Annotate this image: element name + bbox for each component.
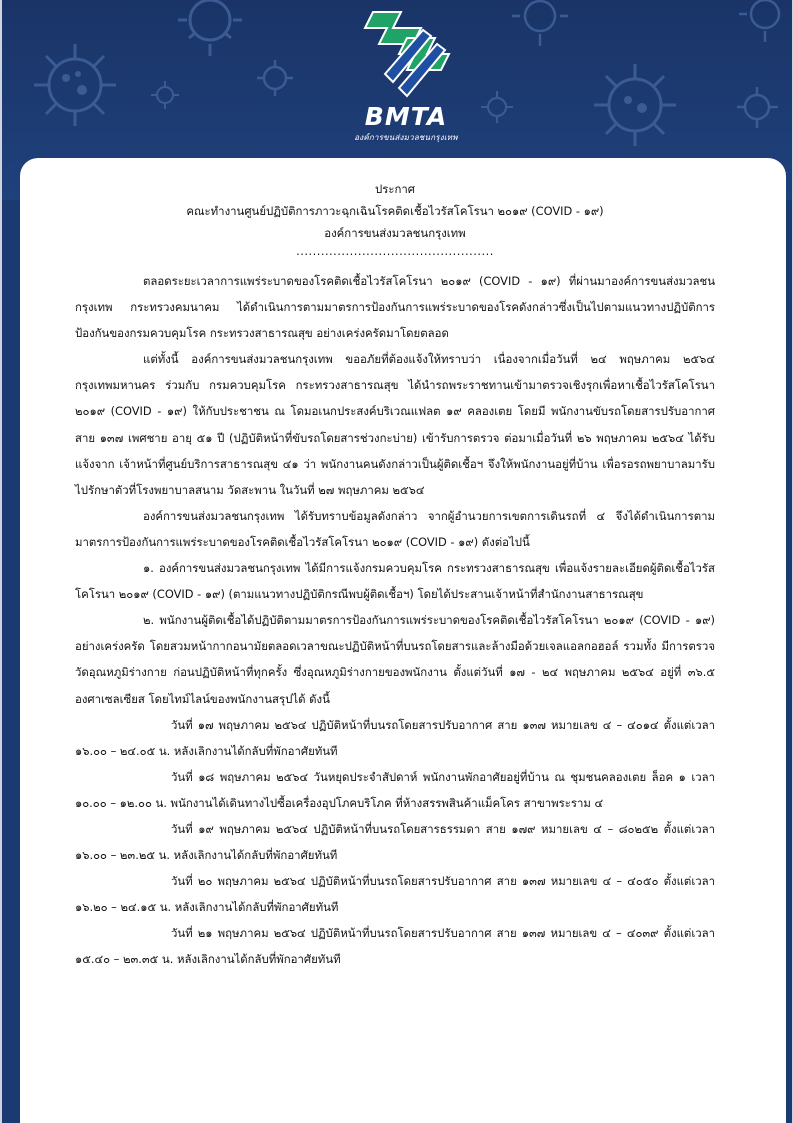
heading-separator: ................................................	[296, 244, 494, 258]
timeline-entry: วันที่ ๑๘ พฤษภาคม ๒๕๖๔ วันหยุดประจำสัปดาห์ พนักงานพักอาศัยอยู่ที่บ้าน ณ ชุมชนคลองเตย ล็อค ๑ เวลา ๑๐.๐๐ – ๑๒.๐๐ น. พนักงานได้เดินทางไปซื้อเครื่องอุปโภคบริโภค ที่ห้างสรรพสินค้าแม็คโคร สาขาพระราม ๔	[75, 769, 715, 810]
heading-line-1: ประกาศ	[375, 182, 415, 196]
list-item-2: ๒. พนักงานผู้ติดเชื้อได้ปฏิบัติตามมาตรการป้องกันการแพร่ระบาดของโรคติดเชื้อไวรัสโคโรนา ๒๐๑๙ (COVID - ๑๙) อย่างเคร่งครัด โดยสวมหน้ากากอนามัยตลอดเวลาขณะปฏิบัติหน้าที่บนรถโดยสารและล้างมือด้วยเจลแอลกอฮอล์ รวมทั้ง มีการตรวจวัดอุณหภูมิร่างกาย ก่อนปฏิบัติหน้าที่ทุกครั้ง ซึ่งอุณหภูมิร่างกายของพนักงาน ตั้งแต่วันที่ ๑๗ - ๒๔ พฤษภาคม ๒๕๖๔ อยู่ที่ ๓๖.๕ องศาเซลเซียส โดยไทม์ไลน์ของพนักงานสรุปได้ ดังนี้	[75, 613, 715, 706]
timeline-entry: วันที่ ๑๗ พฤษภาคม ๒๕๖๔ ปฏิบัติหน้าที่บนรถโดยสารปรับอากาศ สาย ๑๓๗ หมายเลข ๔ – ๔๐๑๔ ตั้งแต่เวลา ๑๖.๐๐ – ๒๔.๐๕ น. หลังเลิกงานได้กลับที่พักอาศัยทันที	[75, 717, 715, 758]
timeline-entry: วันที่ ๒๑ พฤษภาคม ๒๕๖๔ ปฏิบัติหน้าที่บนรถโดยสารปรับอากาศ สาย ๑๓๗ หมายเลข ๔ – ๔๐๓๙ ตั้งแต่เวลา ๑๕.๔๐ – ๒๓.๓๕ น. หลังเลิกงานได้กลับที่พักอาศัยทันที	[75, 926, 715, 967]
list-item-1: ๑. องค์การขนส่งมวลชนกรุงเทพ ได้มีการแจ้งกรมควบคุมโรค กระทรวงสาธารณสุข เพื่อแจ้งรายละเอียดผู้ติดเชื้อไวรัสโคโรนา ๒๐๑๙ (COVID - ๑๙) (ตามแนวทางปฏิบัติกรณีพบผู้ติดเชื้อฯ) โดยได้ประสานเจ้าหน้าที่สำนักงานสาธารณสุข	[75, 561, 715, 602]
paragraph-intro: ตลอดระยะเวลาการแพร่ระบาดของโรคติดเชื้อไวรัสโคโรนา ๒๐๑๙ (COVID - ๑๙) ที่ผ่านมาองค์การขนส่งมวลชนกรุงเทพ กระทรวงคมนาคม ได้ดำเนินการตามมาตรการป้องกันการแพร่ระบาดของโรคดังกล่าวซึ่งเป็นไปตามแนวทางปฏิบัติการป้องกันของกรมควบคุมโรค กระทรวงสาธารณสุข อย่างเคร่งครัดมาโดยตลอด	[75, 274, 715, 341]
paragraph-incident: แต่ทั้งนี้ องค์การขนส่งมวลชนกรุงเทพ ขออภัยที่ต้องแจ้งให้ทราบว่า เนื่องจากเมื่อวันที่ ๒๔ พฤษภาคม ๒๕๖๔ กรุงเทพมหานคร ร่วมกับ กรมควบคุมโรค กระทรวงสาธารณสุข ได้นำรถพระราชทานเข้ามาตรวจเชิงรุกเพื่อหาเชื้อไวรัสโคโรนา ๒๐๑๙ (COVID - ๑๙) ให้กับประชาชน ณ โดมอเนกประสงค์บริเวณแฟลต ๑๙ คลองเตย โดยมี พนักงานขับรถโดยสารปรับอากาศ สาย ๑๓๗ เพศชาย อายุ ๕๑ ปี (ปฏิบัติหน้าที่ขับรถโดยสารช่วงกะบ่าย) เข้ารับการตรวจ ต่อมาเมื่อวันที่ ๒๖ พฤษภาคม ๒๕๖๔ ได้รับแจ้งจาก เจ้าหน้าที่ศูนย์บริการสาธารณสุข ๔๑ ว่า พนักงานคนดังกล่าวเป็นผู้ติดเชื้อฯ จึงให้พนักงานอยู่ที่บ้าน เพื่อรอรถพยาบาลมารับไปรักษาตัวที่โรงพยาบาลสนาม วัดสะพาน ในวันที่ ๒๗ พฤษภาคม ๒๕๖๔	[75, 352, 715, 497]
logo-subtitle: องค์การขนส่งมวลชนกรุงเทพ	[354, 133, 458, 142]
logo-wordmark: BMTA	[364, 102, 448, 131]
timeline-entry: วันที่ ๒๐ พฤษภาคม ๒๕๖๔ ปฏิบัติหน้าที่บนรถโดยสารปรับอากาศ สาย ๑๓๗ หมายเลข ๔ – ๔๐๕๐ ตั้งแต่เวลา ๑๖.๒๐ – ๒๔.๑๕ น. หลังเลิกงานได้กลับที่พักอาศัยทันที	[75, 874, 715, 915]
heading-line-3: องค์การขนส่งมวลชนกรุงเทพ	[324, 226, 466, 240]
timeline-entry: วันที่ ๑๙ พฤษภาคม ๒๕๖๔ ปฏิบัติหน้าที่บนรถโดยสารธรรมดา สาย ๑๗๙ หมายเลข ๔ – ๘๐๒๕๒ ตั้งแต่เวลา ๑๖.๐๐ – ๒๓.๒๕ น. หลังเลิกงานได้กลับที่พักอาศัยทันที	[75, 821, 715, 863]
heading-line-2: คณะทำงานศูนย์ปฏิบัติการภาวะฉุกเฉินโรคติดเชื้อไวรัสโคโรนา ๒๐๑๙ (COVID - ๑๙)	[186, 204, 604, 218]
paragraph-actions: องค์การขนส่งมวลชนกรุงเทพ ได้รับทราบข้อมูลดังกล่าว จากผู้อำนวยการเขตการเดินรถที่ ๔ จึงได้ดำเนินการตามมาตรการป้องกันการแพร่ระบาดของโรคติดเชื้อไวรัสโคโรนา ๒๐๑๙ (COVID - ๑๙) ดังต่อไปนี้	[75, 508, 715, 549]
